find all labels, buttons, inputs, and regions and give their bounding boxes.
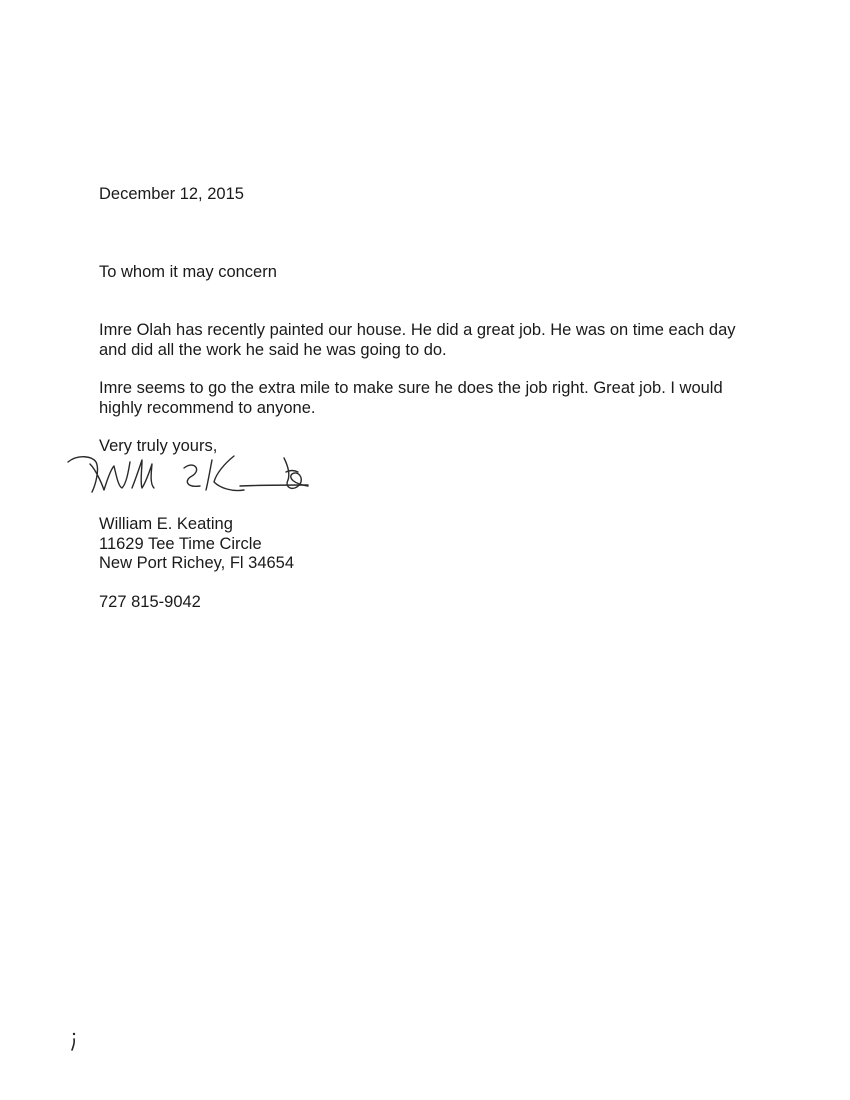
body-paragraph: Imre seems to go the extra mile to make sure he does the job right. Great job. I would highly recommend to anyone. [99, 379, 723, 417]
scan-artifact-mark [70, 1030, 78, 1052]
body-paragraph: Imre Olah has recently painted our house. He did a great job. He was on time each day and did all the work he said he was going to do. [99, 321, 736, 359]
salutation: To whom it may concern [99, 263, 277, 281]
signer-name: William E. Keating [99, 515, 233, 533]
signer-street-address: 11629 Tee Time Circle [99, 535, 262, 553]
handwritten-signature [62, 448, 324, 504]
closing: Very truly yours, [99, 437, 218, 455]
signer-city-state-zip: New Port Richey, Fl 34654 [99, 554, 295, 572]
letter-date: December 12, 2015 [99, 185, 244, 203]
signer-phone: 727 815-9042 [99, 593, 201, 611]
